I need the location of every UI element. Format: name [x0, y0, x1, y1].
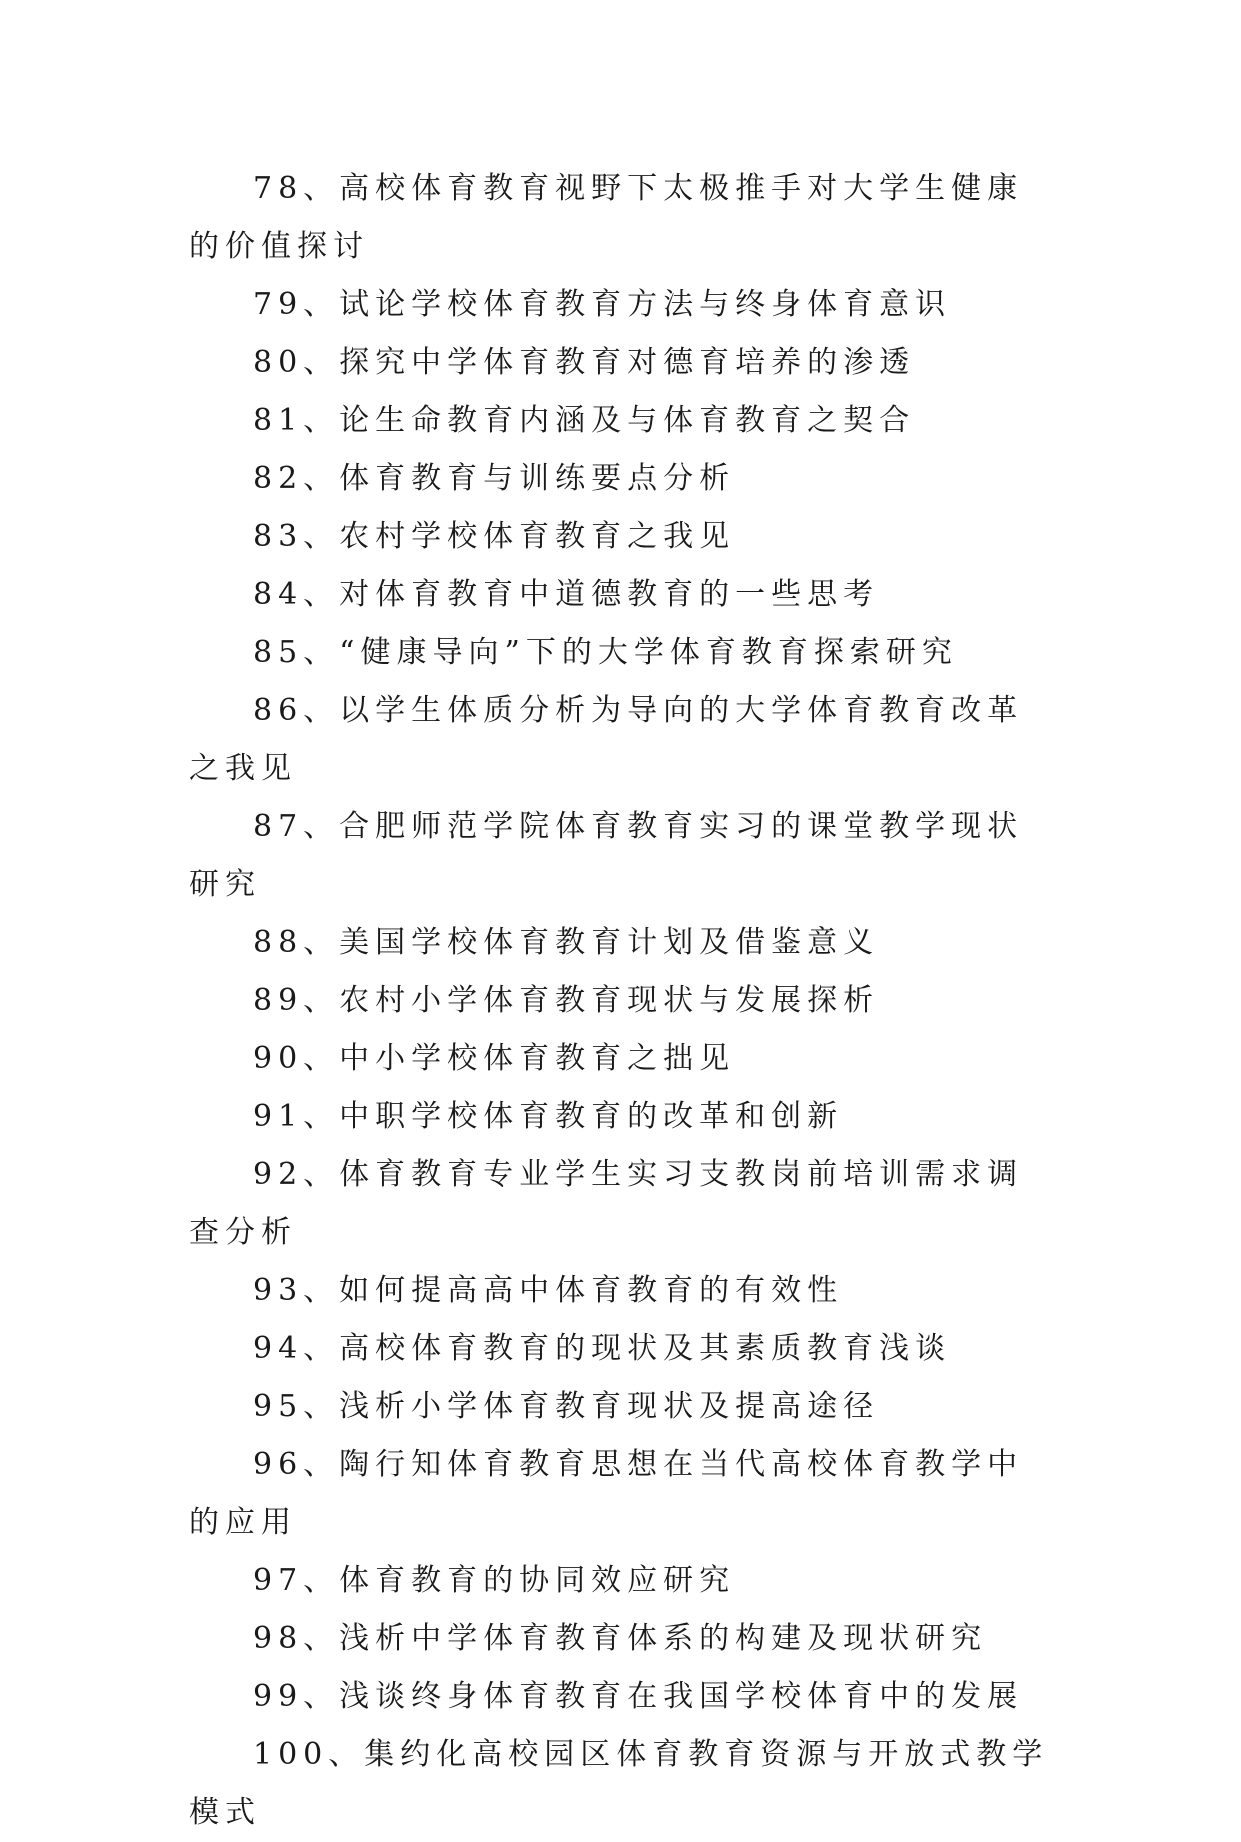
list-item: 85、“健康导向”下的大学体育教育探索研究 [253, 635, 958, 670]
list-item: 86、以学生体质分析为导向的大学体育教育改革之我见 [189, 693, 1024, 786]
list-item: 100、集约化高校园区体育教育资源与开放式教学模式 [189, 1737, 1049, 1830]
list-item: 83、农村学校体育教育之我见 [253, 519, 736, 554]
list-item: 94、高校体育教育的现状及其素质教育浅谈 [253, 1331, 952, 1366]
list-item: 89、农村小学体育教育现状与发展探析 [253, 983, 880, 1018]
list-item: 87、合肥师范学院体育教育实习的课堂教学现状研究 [189, 809, 1024, 902]
list-item: 91、中职学校体育教育的改革和创新 [253, 1099, 844, 1134]
list-item: 98、浅析中学体育教育体系的构建及现状研究 [253, 1621, 988, 1656]
list-item: 97、体育教育的协同效应研究 [253, 1563, 736, 1598]
list-item: 95、浅析小学体育教育现状及提高途径 [253, 1389, 880, 1424]
list-item: 92、体育教育专业学生实习支教岗前培训需求调查分析 [189, 1157, 1024, 1250]
list-item: 93、如何提高高中体育教育的有效性 [253, 1273, 844, 1308]
list-item: 88、美国学校体育教育计划及借鉴意义 [253, 925, 880, 960]
list-item: 79、试论学校体育教育方法与终身体育意识 [253, 287, 952, 322]
list-item: 99、浅谈终身体育教育在我国学校体育中的发展 [253, 1679, 1024, 1714]
list-item: 82、体育教育与训练要点分析 [253, 461, 736, 496]
list-item: 78、高校体育教育视野下太极推手对大学生健康的价值探讨 [189, 171, 1024, 264]
list-item: 96、陶行知体育教育思想在当代高校体育教学中的应用 [189, 1447, 1024, 1540]
topic-list [189, 160, 1049, 1842]
list-item: 90、中小学校体育教育之拙见 [253, 1041, 736, 1076]
list-item: 80、探究中学体育教育对德育培养的渗透 [253, 345, 916, 380]
list-item: 84、对体育教育中道德教育的一些思考 [253, 577, 880, 612]
list-item: 81、论生命教育内涵及与体育教育之契合 [253, 403, 916, 438]
